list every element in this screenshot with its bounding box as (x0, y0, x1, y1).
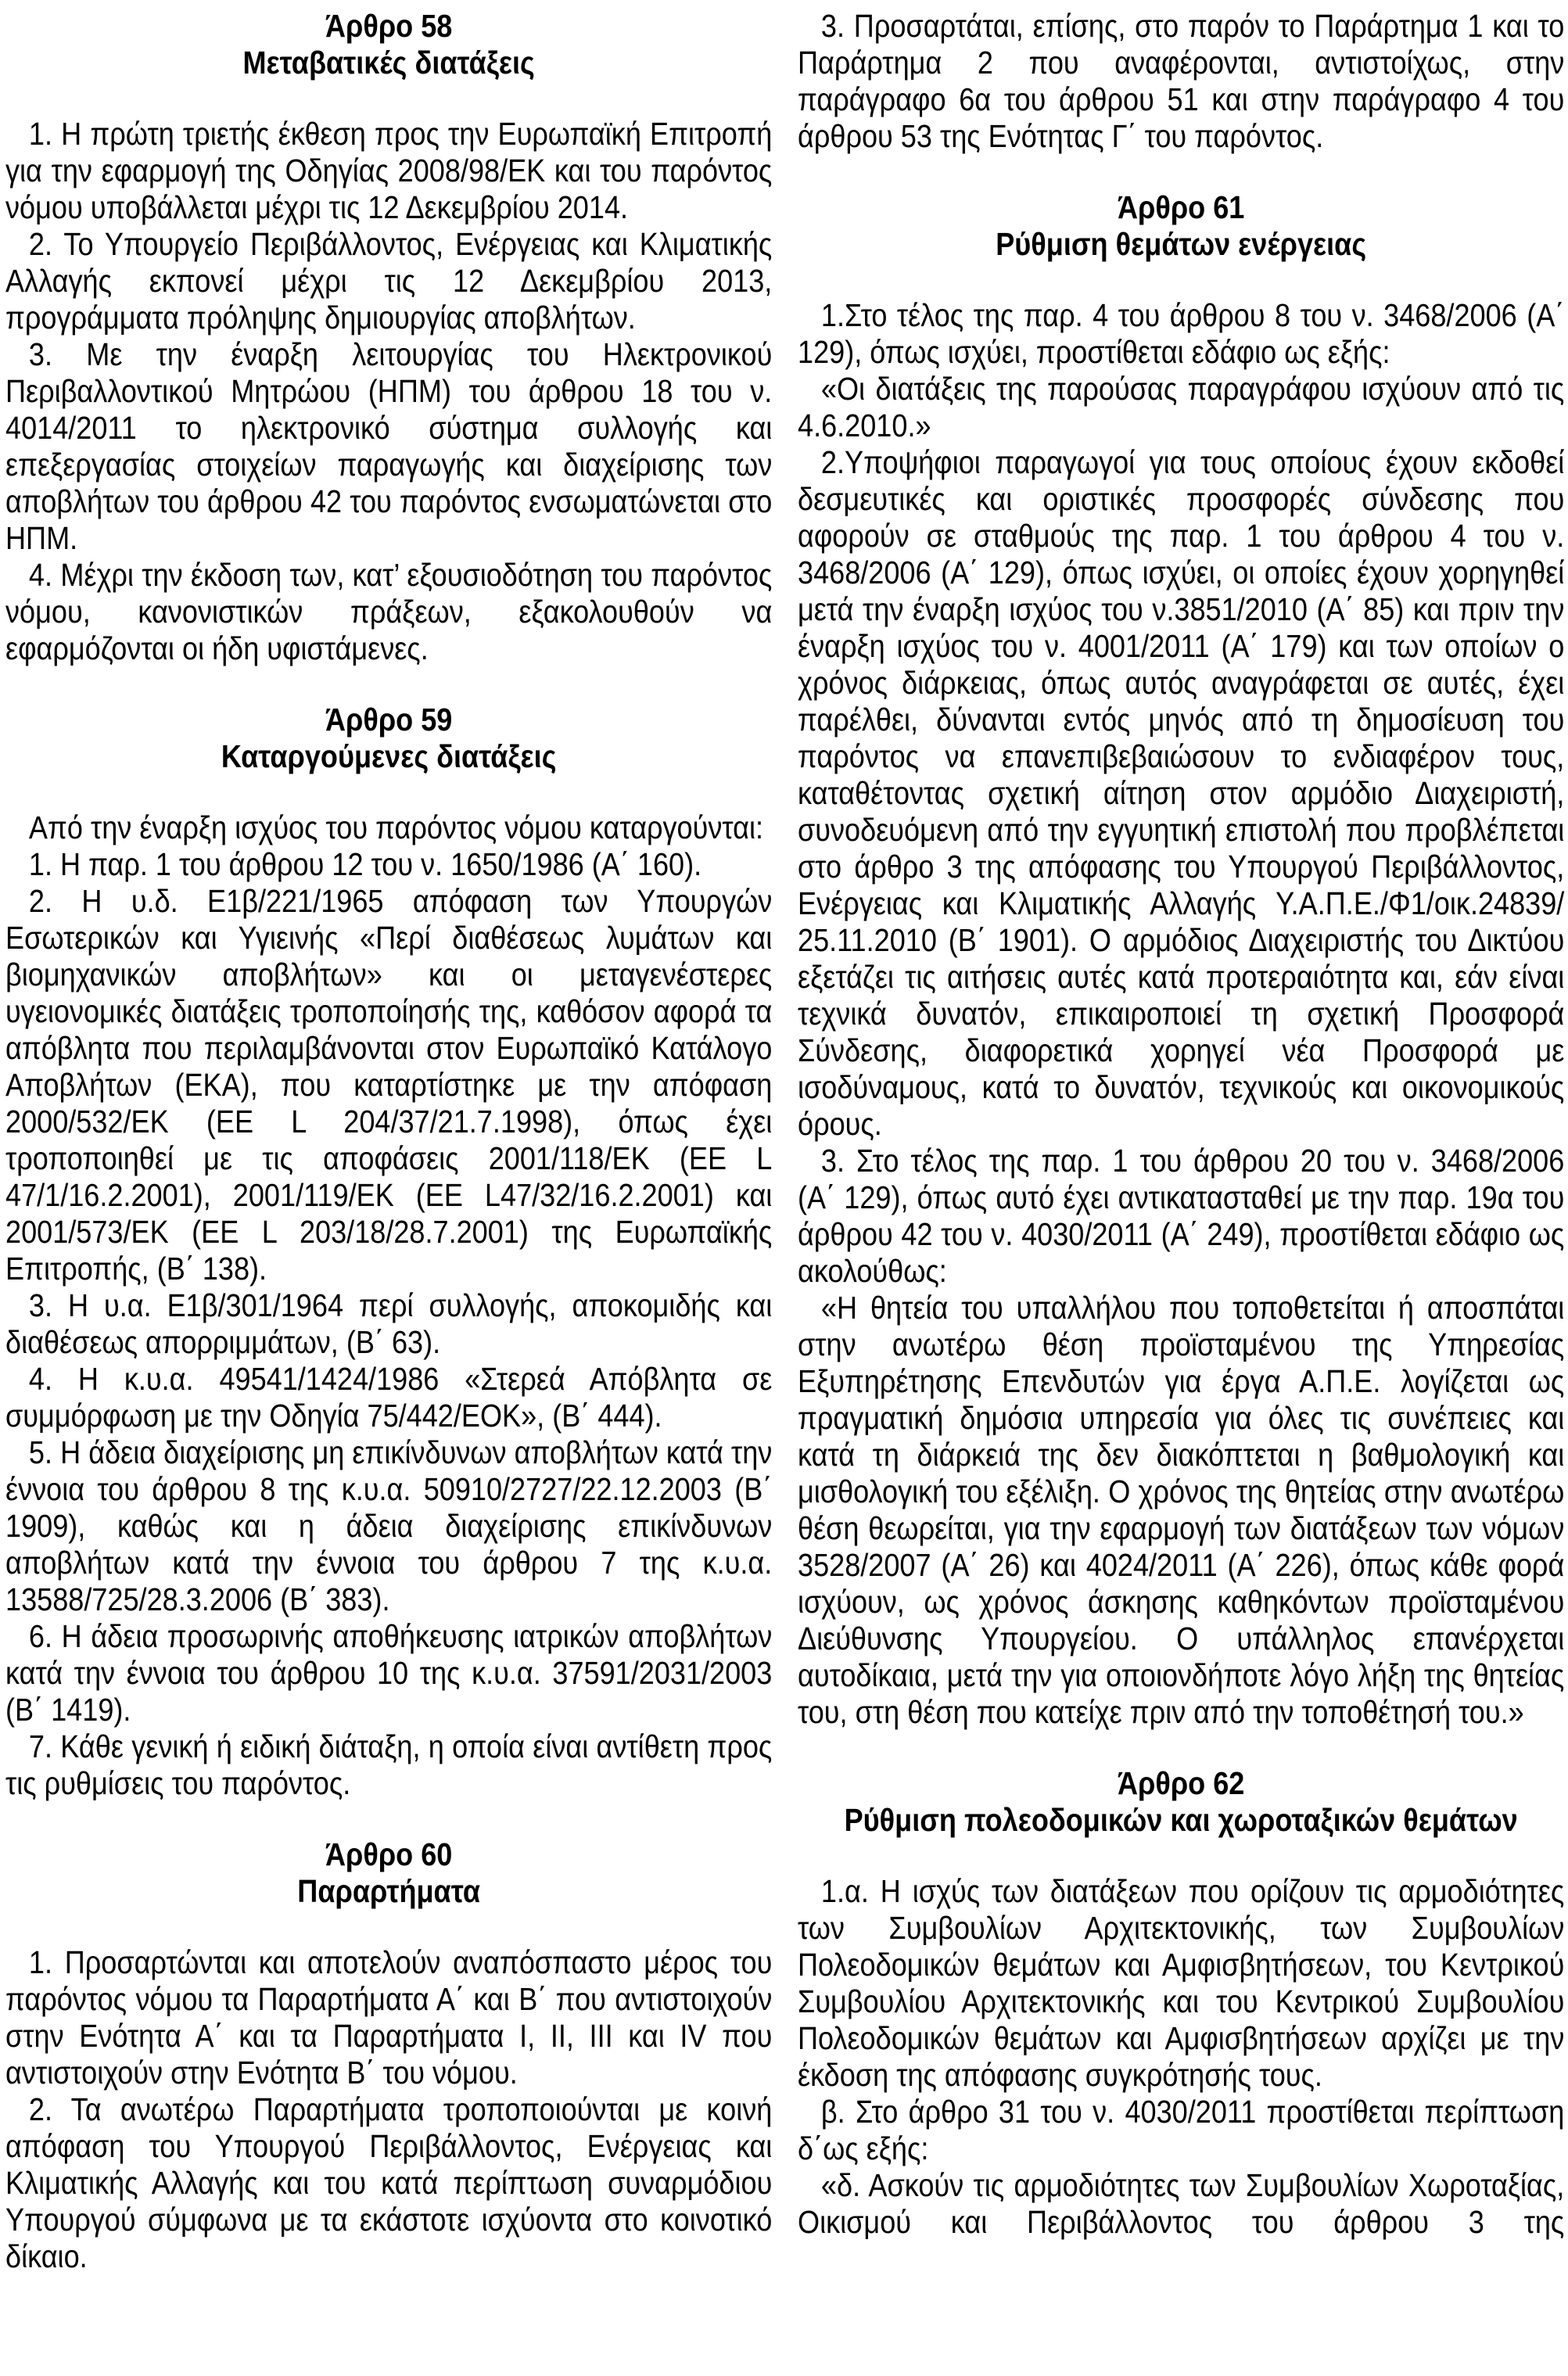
paragraph: 3. Προσαρτάται, επίσης, στο παρόν το Παράρτημα 1 και το Παράρτημα 2 που αναφέρονται, αντιστοίχως, στην παράγραφο 6α του άρθρου 51 και στην παράγραφο 4 του άρθρου 53 της Ενότητας Γ΄ του παρόντος. (798, 8, 1565, 154)
paragraph: 6. Η άδεια προσωρινής αποθήκευσης ιατρικών αποβλήτων κατά την έννοια του άρθρου 10 της κ.υ.α. 37591/2031/2003 (Β΄ 1419). (5, 1618, 773, 1728)
paragraph: 1.α. Η ισχύς των διατάξεων που ορίζουν τις αρμοδιότητες των Συμβουλίων Αρχιτεκτονικής, των Συμβουλίων Πολεοδομικών θεμάτων και Αμφισβητήσεων, του Κεντρικού Συμβουλίου Αρχιτεκτονικής και του Κεντρικού Συμβουλίου Πολεοδομικών θεμάτων και Αμφισβητήσεων αρχίζει με την έκδοση της απόφασης συγκρότησής τους. (798, 1873, 1565, 2093)
article-number: Άρθρο 58 (325, 8, 453, 44)
column-left (5, 8, 772, 2275)
article-title: Ρύθμιση θεμάτων ενέργειας (996, 226, 1367, 262)
paragraph: «Η θητεία του υπαλλήλου που τοποθετείται ή αποσπάται στην ανωτέρω θέση προϊσταμένου της Υπηρεσίας Εξυπηρέτησης Επενδυτών για έργα Α.Π.Ε. λογίζεται ως πραγματική δημόσια υπηρεσία για όλες τις συνέπειες και κατά τη διάρκειά της δεν διακόπτεται η βαθμολογική και μισθολογική του εξέλιξη. Ο χρόνος της θητείας στην ανωτέρω θέση θεωρείται, για την εφαρμογή των διατάξεων των νόμων 3528/2007 (Α΄ 26) και 4024/2011 (Α΄ 226), όπως κάθε φορά ισχύουν, ως χρόνος άσκησης καθηκόντων προϊσταμένου Διεύθυνσης Υπουργείου. Ο υπάλληλος επανέρχεται αυτοδίκαια, μετά την για οποιονδήποτε λόγο λήξη της θητείας του, στη θέση που κατείχε πριν από την τοποθέτησή του.» (798, 1290, 1565, 1730)
article-heading (798, 1765, 1564, 1839)
article-number: Άρθρο 59 (325, 702, 453, 738)
paragraph: 5. Η άδεια διαχείρισης μη επικίνδυνων αποβλήτων κατά την έννοια του άρθρου 8 της κ.υ.α. 50910/2727/22.12.2003 (Β΄ 1909), καθώς και η άδεια διαχείρισης επικίνδυνων αποβλήτων κατά την έννοια του άρθρου 7 της κ.υ.α. 13588/725/28.3.2006 (Β΄ 383). (5, 1434, 773, 1617)
paragraph: 7. Κάθε γενική ή ειδική διάταξη, η οποία είναι αντίθετη προς τις ρυθμίσεις του παρόντος. (5, 1728, 773, 1801)
article-number: Άρθρο 60 (325, 1836, 453, 1872)
paragraph: β. Στο άρθρο 31 του ν. 4030/2011 προστίθεται περίπτωση δ΄ως εξής: (798, 2094, 1565, 2166)
paragraph: 2. Τα ανωτέρω Παραρτήματα τροποποιούνται με κοινή απόφαση του Υπουργού Περιβάλλοντος, Ενέργειας και Κλιματικής Αλλαγής και του κατά περίπτωση συναρμόδιου Υπουργού σύμφωνα με τα εκάστοτε ισχύοντα στο κοινοτικό δίκαιο. (5, 2091, 773, 2274)
article-number: Άρθρο 61 (1117, 189, 1245, 225)
article-number: Άρθρο 62 (1117, 1765, 1245, 1801)
article-title: Ρύθμιση πολεοδομικών και χωροταξικών θεμάτων (844, 1802, 1518, 1838)
paragraph: 4. Η κ.υ.α. 49541/1424/1986 «Στερεά Απόβλητα σε συμμόρφωση με την Οδηγία 75/442/ΕΟΚ», (Β΄ 444). (5, 1361, 773, 1434)
article-heading (798, 189, 1564, 263)
article-heading (5, 1836, 772, 1910)
column-right (798, 8, 1564, 2241)
paragraph: 3. Στο τέλος της παρ. 1 του άρθρου 20 του ν. 3468/2006 (Α΄ 129), όπως αυτό έχει αντικατασταθεί με την παρ. 19α του άρθρου 42 του ν. 4030/2011 (Α΄ 249), προστίθεται εδάφιο ως ακολούθως: (798, 1143, 1565, 1289)
paragraph: Από την έναρξη ισχύος του παρόντος νόμου καταργούνται: (28, 809, 764, 845)
paragraph: 1.Στο τέλος της παρ. 4 του άρθρου 8 του ν. 3468/2006 (Α΄ 129), όπως ισχύει, προστίθεται εδάφιο ως εξής: (798, 297, 1565, 370)
paragraph: «δ. Ασκούν τις αρμοδιότητες των Συμβουλίων Χωροταξίας, Οικισμού και Περιβάλλοντος του άρθρου 3 της (798, 2167, 1565, 2240)
article-title: Καταργούμενες διατάξεις (221, 738, 557, 774)
paragraph: 3. Η υ.α. Ε1β/301/1964 περί συλλογής, αποκομιδής και διαθέσεως απορριμμάτων, (Β΄ 63). (5, 1287, 773, 1360)
paragraph: 2.Υποψήφιοι παραγωγοί για τους οποίους έχουν εκδοθεί δεσμευτικές και οριστικές προσφορές σύνδεσης που αφορούν σε σταθμούς της παρ. 1 του άρθρου 4 του ν. 3468/2006 (Α΄ 129), όπως ισχύει, οι οποίες έχουν χορηγηθεί μετά την έναρξη ισχύος του ν.3851/2010 (Α΄ 85) και πριν την έναρξη ισχύος του ν. 4001/2011 (Α΄ 179) και των οποίων ο χρόνος διάρκειας, όπως αυτός αναγράφεται σε αυτές, έχει παρέλθει, δύνανται εντός μηνός από τη δημοσίευση του παρόντος να επανεπιβεβαιώσουν το ενδιαφέρον τους, καταθέτοντας σχετική αίτηση στον αρμόδιο Διαχειριστή, συνοδευόμενη από την εγγυητική επιστολή που προβλέπεται στο άρθρο 3 της απόφασης του Υπουργού Περιβάλλοντος, Ενέργειας και Κλιματικής Αλλαγής Υ.Α.Π.Ε./Φ1/οικ.24839/ 25.11.2010 (Β΄ 1901). Ο αρμόδιος Διαχειριστής του Δικτύου εξετάζει τις αιτήσεις αυτές κατά προτεραιότητα και, εάν είναι τεχνικά δυνατόν, επικαιροποιεί τη σχετική Προσφορά Σύνδεσης, διαφορετικά χορηγεί νέα Προσφορά με ισοδύναμους, κατά το δυνατόν, τεχνικούς και οικονομικούς όρους. (798, 444, 1565, 1142)
article-heading (5, 702, 772, 775)
paragraph: 1. Προσαρτώνται και αποτελούν αναπόσπαστο μέρος του παρόντος νόμου τα Παραρτήματα Α΄ και Β΄ που αντιστοιχούν στην Ενότητα Α΄ και τα Παραρτήματα Ι, ΙΙ, ΙΙΙ και ΙV που αντιστοιχούν στην Ενότητα Β΄ του νόμου. (5, 1944, 773, 2091)
article-title: Μεταβατικές διατάξεις (242, 45, 535, 81)
paragraph: 4. Μέχρι την έκδοση των, κατ’ εξουσιοδότηση του παρόντος νόμου, κανονιστικών πράξεων, εξακολουθούν να εφαρμόζονται οι ήδη υφιστάμενες. (5, 557, 773, 666)
article-heading (5, 8, 772, 81)
article-title: Παραρτήματα (297, 1873, 481, 1909)
paragraph: 3. Με την έναρξη λειτουργίας του Ηλεκτρονικού Περιβαλλοντικού Μητρώου (ΗΠΜ) του άρθρου 18 του ν. 4014/2011 το ηλεκτρονικό σύστημα συλλογής και επεξεργασίας στοιχείων παραγωγής και διαχείρισης των αποβλήτων του άρθρου 42 του παρόντος ενσωματώνεται στο ΗΠΜ. (5, 336, 773, 556)
paragraph: «Οι διατάξεις της παρούσας παραγράφου ισχύουν από τις 4.6.2010.» (798, 371, 1565, 443)
paragraph: 1. Η πρώτη τριετής έκθεση προς την Ευρωπαϊκή Επιτροπή για την εφαρμογή της Οδηγίας 2008/98/ΕΚ και του παρόντος νόμου υποβάλλεται μέχρι τις 12 Δεκεμβρίου 2014. (5, 116, 773, 225)
paragraph: 2. Η υ.δ. Ε1β/221/1965 απόφαση των Υπουργών Εσωτερικών και Υγιεινής «Περί διαθέσεως λυμάτων και βιομηχανικών αποβλήτων» και οι μεταγενέστερες υγειονομικές διατάξεις τροποποίησής της, καθόσον αφορά τα απόβλητα που περιλαμβάνονται στον Ευρωπαϊκό Κατάλογο Αποβλήτων (ΕΚΑ), που καταρτίστηκε με την απόφαση 2000/532/ΕΚ (ΕΕ L 204/37/21.7.1998), όπως έχει τροποποιηθεί με τις αποφάσεις 2001/118/ΕΚ (ΕΕ L 47/1/16.2.2001), 2001/119/ΕΚ (ΕΕ L47/32/16.2.2001) και 2001/573/ΕΚ (ΕΕ L 203/18/28.7.2001) της Ευρωπαϊκής Επιτροπής, (Β΄ 138). (5, 883, 773, 1287)
paragraph: 1. Η παρ. 1 του άρθρου 12 του ν. 1650/1986 (Α΄ 160). (28, 846, 702, 882)
paragraph: 2. Το Υπουργείο Περιβάλλοντος, Ενέργειας και Κλιματικής Αλλαγής εκπονεί μέχρι τις 12 Δεκεμβρίου 2013, προγράμματα πρόληψης δημιουργίας αποβλήτων. (5, 226, 773, 336)
